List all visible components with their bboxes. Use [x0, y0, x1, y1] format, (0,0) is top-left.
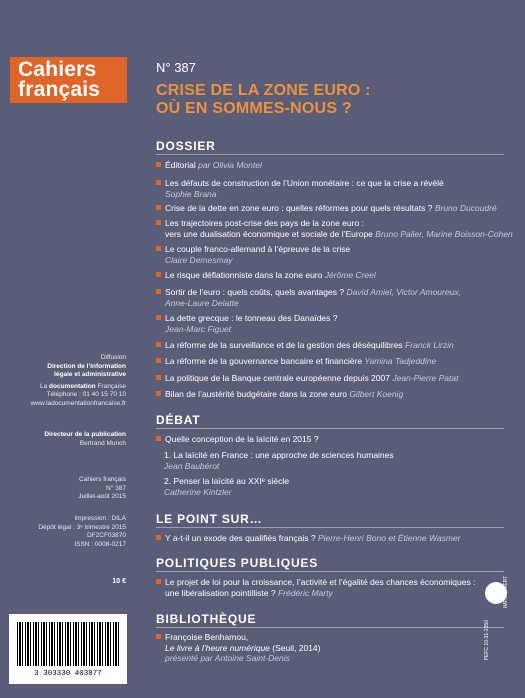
section-title-biblio: BIBLIOTHÈQUE [156, 612, 257, 626]
barcode-bars [17, 622, 119, 666]
divider [156, 571, 504, 572]
bullet-icon [156, 634, 161, 639]
issue-number: N° 387 [156, 60, 196, 75]
price: 10 € [112, 578, 126, 585]
headline [156, 82, 416, 118]
bullet-icon [156, 342, 161, 347]
bullet-icon [156, 205, 161, 210]
barcode [9, 614, 127, 684]
bullet-icon [156, 315, 161, 320]
politiques-item: Le projet de loi pour la croissance, l’activité et l’égalité des chances économiques : une libéralisation pointilliste ? Frédéric Marty [156, 577, 516, 598]
bullet-icon [156, 579, 161, 584]
debat-sub-item: 2. Penser la laïcité au XXIᵉ siècle Catherine Kintzler [164, 476, 290, 497]
section-title-dossier: DOSSIER [156, 139, 216, 153]
dossier-item: La dette grecque : le tonneau des Danaïdes ? Jean-Marc Figuet [156, 313, 516, 334]
bullet-icon [156, 220, 161, 225]
headline-line2: OÙ EN SOMMES-NOUS ? [156, 100, 352, 117]
divider [156, 154, 504, 155]
bullet-icon [156, 375, 161, 380]
divider [156, 428, 504, 429]
dossier-item: Éditorial par Olivia Montel [156, 160, 516, 171]
cahiers-francais-logo [10, 57, 127, 103]
section-title-politiques: POLITIQUES PUBLIQUES [156, 556, 319, 570]
barcode-digits: 3 303330 403877 [34, 670, 102, 678]
logo-line2: français [18, 78, 101, 101]
bullet-icon [156, 180, 161, 185]
bullet-icon [156, 162, 161, 167]
bullet-icon [156, 436, 161, 441]
dossier-item: La réforme de la gouvernance bancaire et financière Yamina Tadjeddine [156, 356, 516, 367]
logo-line1: Cahiers [18, 58, 97, 81]
imprint-issue: Cahiers français N° 387 Juillet-août 2015 [78, 476, 126, 500]
bullet-icon [156, 289, 161, 294]
section-title-debat: DÉBAT [156, 413, 201, 427]
bullet-icon [156, 535, 161, 540]
dossier-item: Les défauts de construction de l’Union monétaire : ce que la crise a révélé Sophie Brana [156, 178, 516, 199]
imprint-publication: Directeur de la publication Bertrand Munch [44, 431, 126, 447]
imprint-diffusion: Diffusion Direction de l’information légale et administrative La documentation Française Téléphone : 01 40 15 70 10 www.ladocumentationfrancaise.fr [30, 354, 126, 407]
dossier-item: La réforme de la surveillance et de la gestion des déséquilibres Franck Lirzin [156, 340, 516, 351]
divider [156, 527, 504, 528]
dossier-item: La politique de la Banque centrale européenne depuis 2007 Jean-Pierre Patat [156, 373, 516, 384]
bullet-icon [156, 272, 161, 277]
debat-sub-item: 1. La laïcité en France : une approche de sciences humaines Jean Baubérot [164, 450, 394, 471]
imprimvert-label: IMPRIM'VERT [503, 575, 509, 608]
pefc-label: PEFC 10-31-2350 [484, 620, 490, 661]
imprint-print: Impression : DILA Dépôt légal : 3ᵉ trimestre 2015 DF2CF03870 ISSN : 0008-0217 [38, 515, 126, 548]
dossier-item: Sortir de l’euro : quels coûts, quels avantages ? David Amiel, Victor Amoureux, Anne-Laure Delatte [156, 287, 516, 308]
biblio-item: Françoise Benhamou, Le livre à l’heure numérique (Seuil, 2014) présenté par Antoine Saint-Denis [156, 632, 516, 664]
dossier-item: Crise de la dette en zone euro : quelles réformes pour quels résultats ? Bruno Ducoudré [156, 203, 516, 214]
bullet-icon [156, 246, 161, 251]
point-item: Y a-t-il un exode des qualifiés français ? Pierre-Henri Bono et Étienne Wasmer [156, 533, 516, 544]
headline-line1: CRISE DE LA ZONE EURO : [156, 82, 371, 99]
dossier-item: Les trajectoires post-crise des pays de la zone euro : vers une dualisation économique et sociale de l’Europe Bruno Palier, Marine Boisson-Cohen [156, 218, 516, 239]
dossier-item: Le couple franco-allemand à l’épreuve de la crise Claire Demesmay [156, 244, 516, 265]
debat-question: Quelle conception de la laïcité en 2015 ? [156, 434, 516, 445]
bullet-icon [156, 358, 161, 363]
section-title-point: LE POINT SUR… [156, 512, 263, 526]
dossier-item: Le risque déflationniste dans la zone euro Jérôme Creel [156, 270, 516, 281]
divider [156, 627, 504, 628]
bullet-icon [156, 391, 161, 396]
dossier-item: Bilan de l’austérité budgétaire dans la zone euro Gilbert Koenig [156, 389, 516, 400]
